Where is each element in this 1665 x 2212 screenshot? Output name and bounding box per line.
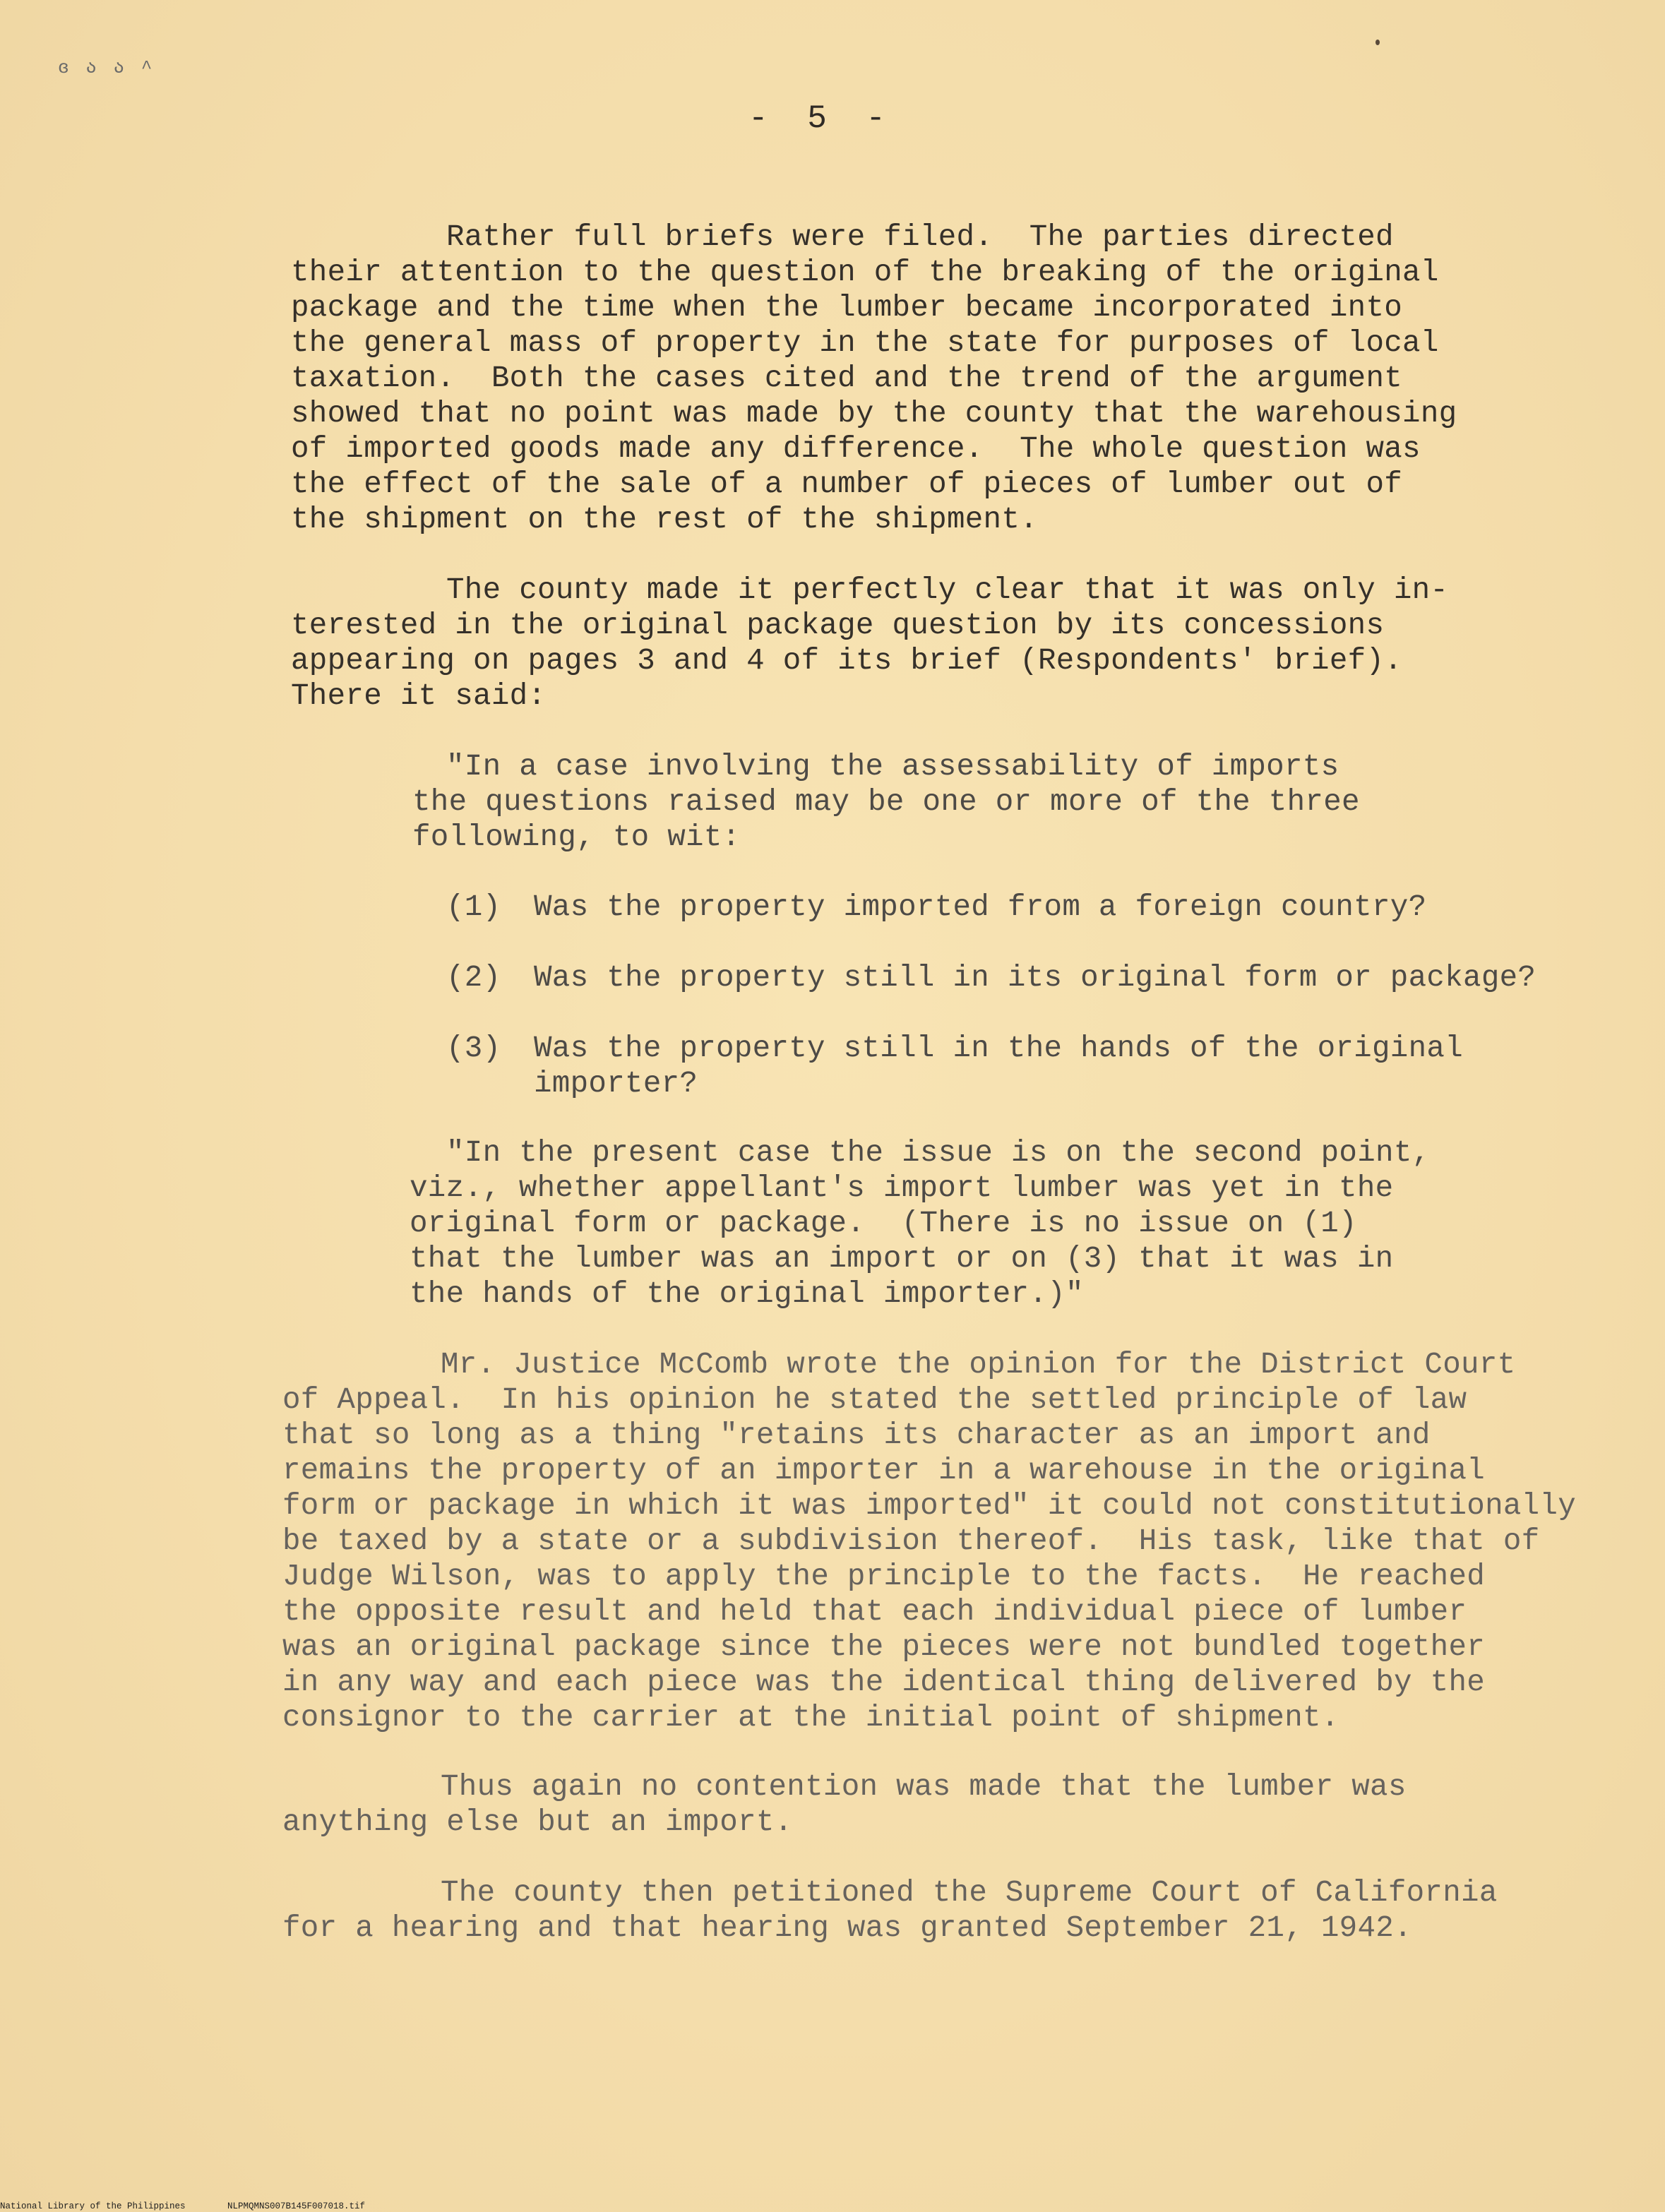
list-item-text: importer? [534, 1067, 698, 1101]
text-line: that the lumber was an import or on (3) that it was in [410, 1242, 1394, 1276]
text-line: viz., whether appellant's import lumber was yet in the [410, 1171, 1394, 1205]
text-line: original form or package. (There is no issue on (1) [410, 1207, 1357, 1240]
text-line: showed that no point was made by the county that the warehousing [291, 397, 1457, 431]
text-line: form or package in which it was imported" it could not constitutionally [282, 1489, 1577, 1523]
text-line: "In a case involving the assessability of imports [446, 750, 1339, 784]
text-line: Judge Wilson, was to apply the principle to the facts. He reached [282, 1560, 1486, 1594]
text-line: Mr. Justice McComb wrote the opinion for the District Court [441, 1348, 1516, 1382]
text-line: "In the present case the issue is on the second point, [446, 1136, 1431, 1170]
corner-handwritten-mark: ɞ ა ა ^ [58, 57, 155, 78]
text-line: appearing on pages 3 and 4 of its brief (Respondents' brief). [291, 644, 1403, 678]
text-line: the hands of the original importer.)" [410, 1277, 1084, 1311]
list-item-number: (1) [446, 890, 501, 924]
list-item-text: Was the property still in its original form or package? [534, 961, 1536, 995]
text-line: the general mass of property in the state for purposes of local [291, 326, 1439, 360]
list-item-number: (3) [446, 1032, 501, 1065]
list-item-text: Was the property imported from a foreign country? [534, 890, 1427, 924]
text-line: their attention to the question of the breaking of the original [291, 256, 1439, 289]
ink-speck [1375, 40, 1380, 45]
footer-library-name: National Library of the Philippines [0, 2201, 186, 2211]
list-item-number: (2) [446, 961, 501, 995]
text-line: consignor to the carrier at the initial point of shipment. [282, 1701, 1339, 1735]
text-line: the opposite result and held that each individual piece of lumber [282, 1595, 1467, 1629]
text-line: of imported goods made any difference. The whole question was [291, 432, 1421, 466]
page-number: - 5 - [748, 100, 896, 137]
text-line: There it said: [291, 679, 547, 713]
text-line: the questions raised may be one or more of the three [412, 785, 1360, 819]
text-line: package and the time when the lumber became incorporated into [291, 291, 1403, 325]
text-line: Rather full briefs were filed. The parties directed [446, 220, 1394, 254]
list-item-text: Was the property still in the hands of the original [534, 1032, 1464, 1065]
text-line: for a hearing and that hearing was granted September 21, 1942. [282, 1911, 1412, 1945]
text-line: terested in the original package question by its concessions [291, 609, 1385, 642]
text-line: remains the property of an importer in a warehouse in the original [282, 1454, 1486, 1488]
text-line: following, to wit: [412, 820, 741, 854]
text-line: Thus again no contention was made that the lumber was [441, 1770, 1407, 1804]
text-line: the shipment on the rest of the shipment. [291, 503, 1038, 537]
text-line: The county then petitioned the Supreme Court of California [441, 1876, 1498, 1910]
text-line: The county made it perfectly clear that it was only in- [446, 573, 1449, 607]
text-line: in any way and each piece was the identical thing delivered by the [282, 1666, 1486, 1699]
text-line: the effect of the sale of a number of pieces of lumber out of [291, 467, 1403, 501]
text-line: be taxed by a state or a subdivision thereof. His task, like that of [282, 1524, 1540, 1558]
text-line: of Appeal. In his opinion he stated the settled principle of law [282, 1383, 1467, 1417]
text-line: was an original package since the pieces were not bundled together [282, 1630, 1486, 1664]
text-line: taxation. Both the cases cited and the trend of the argument [291, 361, 1403, 395]
text-line: that so long as a thing "retains its character as an import and [282, 1418, 1431, 1452]
footer-file-id: NLPMQMNS007B145F007018.tif [227, 2201, 366, 2211]
text-line: anything else but an import. [282, 1805, 793, 1839]
